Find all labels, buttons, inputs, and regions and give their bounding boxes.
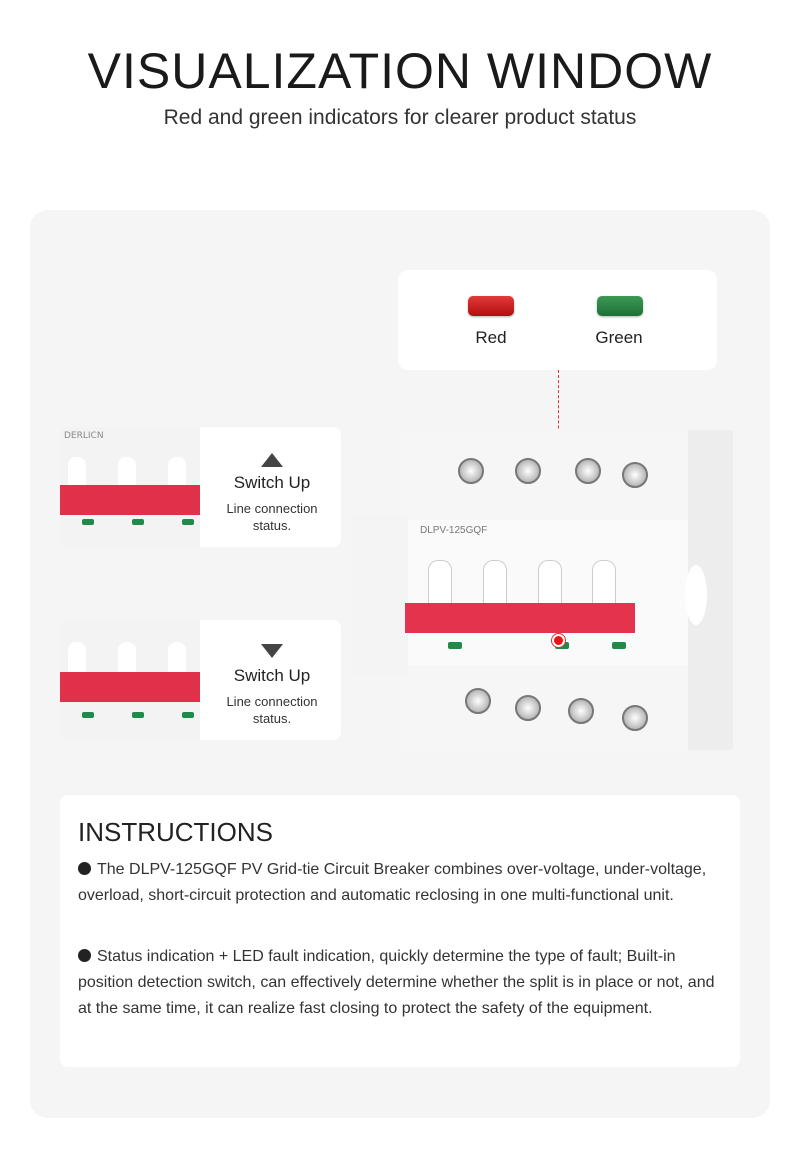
instructions-title: INSTRUCTIONS [78,817,273,847]
switch-up-description: Line connection status. [226,501,318,533]
breaker-closeup-image [60,427,200,547]
brand-mark: DERLICN [64,431,104,441]
switch-down-title: Switch Up [233,666,311,685]
indicator-callout-dot [552,634,565,647]
breaker-model-label: DLPV-125GQF [420,525,488,536]
arrow-up-icon [261,453,283,467]
bullet-icon [78,949,91,962]
instruction-text: The DLPV-125GQF PV Grid-tie Circuit Breaker combines over-voltage, under-voltage, overload, short-circuit protection and automatic reclosing in one multi-functional unit. [78,861,707,904]
instructions-card [60,795,740,1067]
instruction-item [78,944,718,1022]
switch-up-card [60,427,341,547]
page-title: VISUALIZATION WINDOW [87,43,713,99]
page-subtitle: Red and green indicators for clearer product status [163,106,637,129]
breaker-closeup-image [60,620,200,740]
arrow-down-icon [261,644,283,658]
indicator-legend-card [398,270,717,370]
circuit-breaker-image [350,430,735,750]
green-indicator-icon [597,296,643,316]
green-indicator-label: Green [595,328,643,347]
instruction-item [78,857,718,909]
switch-down-card [60,620,341,740]
switch-up-title: Switch Up [233,473,311,492]
red-indicator-label: Red [475,328,507,347]
instruction-text: Status indication + LED fault indication, quickly determine the type of fault; Built-in position detection switch, can effectively determine whether the split is in place or not, and at the same time, it can realize fast closing to protect the safety of the equipment. [78,948,715,1017]
bullet-icon [78,862,91,875]
red-indicator-icon [468,296,514,316]
switch-down-description: Line connection status. [226,694,318,726]
